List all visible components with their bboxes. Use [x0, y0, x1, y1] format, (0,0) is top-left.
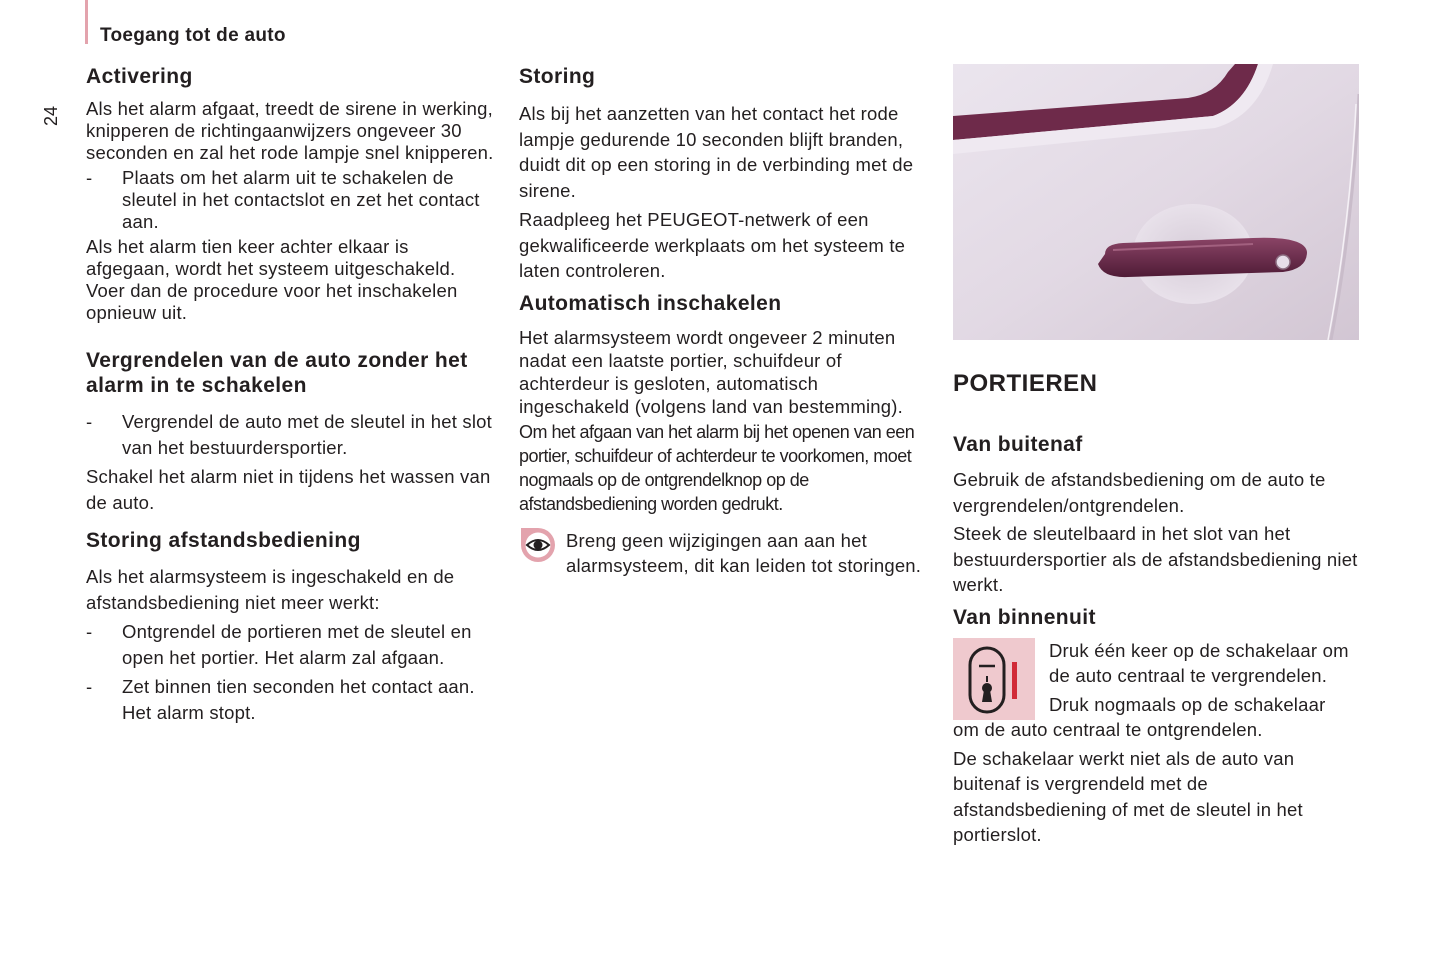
- binnenuit-p1: Druk één keer op de schakelaar om de auto centraal te vergrendelen.: [1049, 639, 1349, 686]
- eye-warning-icon: [519, 526, 557, 564]
- heading-activering: Activering: [86, 65, 193, 88]
- warning-note: [519, 528, 929, 579]
- heading-van-binnenuit: Van binnenuit: [953, 605, 1096, 629]
- binnenuit-p3: De schakelaar werkt niet als de auto van buitenaf is vergrendeld met de afstandsbediening of met de sleutel in het portierslot.: [953, 747, 1303, 845]
- warning-text: Breng geen wijzigingen aan aan het alarmsysteem, dit kan leiden tot storingen.: [566, 529, 922, 576]
- list-item: [86, 674, 496, 725]
- bullet-dash: -: [86, 621, 93, 642]
- vergrendelen-outro: Schakel het alarm niet in tijdens het wassen van de auto.: [86, 466, 491, 513]
- buitenaf-p1: Gebruik de afstandsbediening om de auto te vergrendelen/ontgrendelen.: [953, 469, 1326, 516]
- central-lock-button-image: [953, 638, 1035, 720]
- binnenuit-block: [953, 638, 1363, 848]
- binnenuit-p2b: om de auto centraal te ontgrendelen.: [953, 719, 1263, 740]
- door-handle-illustration: [953, 64, 1359, 340]
- storing-afstand-bullet-2: Zet binnen tien seconden het contact aan. Het alarm stopt.: [122, 676, 475, 723]
- heading-vergrendelen: Vergrendelen van de auto zonder het alarm in te schakelen: [86, 349, 468, 397]
- column-3: [953, 64, 1363, 848]
- list-item: [86, 619, 496, 670]
- heading-storing-afstandsbediening: Storing afstandsbediening: [86, 529, 361, 552]
- heading-van-buitenaf: Van buitenaf: [953, 433, 1083, 456]
- lock-switch-icon: [953, 638, 1035, 720]
- automatisch-p2: Om het afgaan van het alarm bij het openen van een portier, schuifdeur of achterdeur te voorkomen, moet nogmaals op de ontgrendelknop op de afstandsbediening worden gedrukt.: [519, 421, 915, 514]
- storing-p2: Raadpleeg het PEUGEOT-netwerk of een gekwalificeerde werkplaats om het systeem te laten controleren.: [519, 209, 906, 281]
- page-number: 24: [41, 105, 61, 127]
- column-1: [86, 64, 496, 725]
- heading-storing: Storing: [519, 65, 596, 88]
- storing-afstand-bullet-1: Ontgrendel de portieren met de sleutel en open het portier. Het alarm zal afgaan.: [122, 621, 472, 668]
- header-accent-bar: [85, 0, 88, 44]
- storing-p1: Als bij het aanzetten van het contact het rode lampje gedurende 10 seconden blijft branden, duidt dit op een storing in de verbinding met de sirene.: [519, 103, 914, 201]
- heading-portieren: PORTIEREN: [953, 370, 1098, 397]
- list-item: [86, 167, 496, 233]
- column-2: [519, 64, 929, 579]
- bullet-dash: -: [86, 676, 93, 697]
- storing-afstand-intro: Als het alarmsysteem is ingeschakeld en de afstandsbediening niet meer werkt:: [86, 566, 455, 613]
- section-title: Toegang tot de auto: [100, 25, 286, 46]
- bullet-dash: -: [86, 411, 93, 432]
- vergrendelen-bullet: Vergrendel de auto met de sleutel in het slot van het bestuurdersportier.: [122, 411, 492, 458]
- activering-outro: Als het alarm tien keer achter elkaar is afgegaan, wordt het systeem uitgeschakeld. Voer dan de procedure voor het inschakelen opnieuw uit.: [86, 236, 458, 323]
- binnenuit-p2a: Druk nogmaals op de schakelaar: [1049, 693, 1326, 715]
- activering-intro: Als het alarm afgaat, treedt de sirene in werking, knipperen de richtingaanwijzers ongeveer 30 seconden en zal het rode lampje snel knipperen.: [86, 98, 494, 163]
- heading-automatisch: Automatisch inschakelen: [519, 291, 782, 315]
- bullet-dash: -: [86, 167, 93, 188]
- activering-bullet: Plaats om het alarm uit te schakelen de sleutel in het contactslot en zet het contact aan.: [122, 167, 480, 232]
- automatisch-p1: Het alarmsysteem wordt ongeveer 2 minuten nadat een laatste portier, schuifdeur of achterdeur is gesloten, automatisch ingeschakeld (volgens land van bestemming).: [519, 326, 903, 417]
- list-item: [86, 409, 496, 460]
- buitenaf-p2: Steek de sleutelbaard in het slot van het bestuurdersportier als de afstandsbediening niet werkt.: [953, 523, 1358, 595]
